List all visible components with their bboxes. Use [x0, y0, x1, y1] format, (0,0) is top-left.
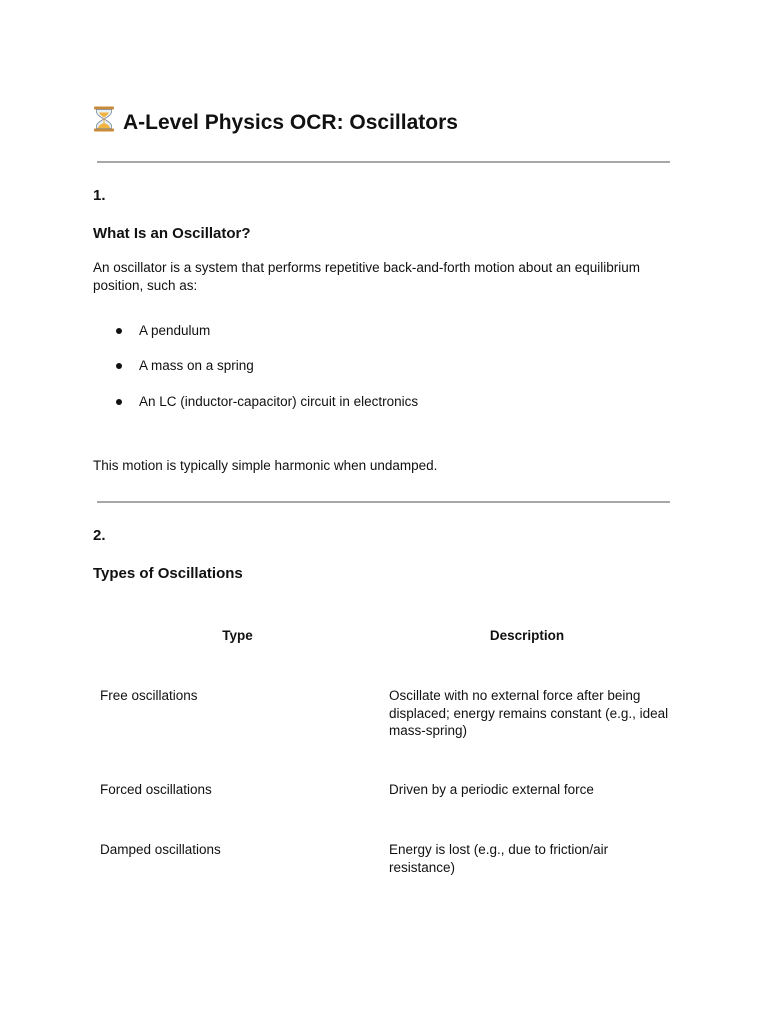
- page-title: [93, 106, 458, 141]
- section-heading: Types of Oscillations: [93, 565, 243, 582]
- horizontal-divider: [97, 161, 670, 163]
- bullet-dot-icon: [116, 328, 122, 334]
- hourglass-icon: [93, 106, 115, 141]
- list-item-text: An LC (inductor-capacitor) circuit in electronics: [139, 394, 419, 409]
- table-cell-type: Forced oscillations: [100, 782, 212, 797]
- table-header-type: Type: [222, 628, 253, 643]
- table-cell-type: Damped oscillations: [100, 842, 221, 857]
- list-item-text: A mass on a spring: [139, 358, 254, 373]
- bullet-dot-icon: [116, 399, 122, 405]
- table-cell-description: Oscillate with no external force after being displaced; energy remains constant (e.g., ideal mass-spring): [389, 688, 669, 738]
- table-cell-type: Free oscillations: [100, 688, 198, 703]
- table-cell-description: Energy is lost (e.g., due to friction/air resistance): [389, 842, 609, 875]
- table-header-description: Description: [489, 628, 565, 643]
- horizontal-divider: [97, 501, 670, 503]
- page-title-text: A-Level Physics OCR: Oscillators: [123, 111, 458, 134]
- section-number: 2.: [93, 527, 106, 544]
- bullet-dot-icon: [116, 363, 122, 369]
- table-cell-description: Driven by a periodic external force: [389, 782, 594, 797]
- section-closing-paragraph: This motion is typically simple harmonic when undamped.: [93, 458, 438, 473]
- list-item-text: A pendulum: [139, 323, 211, 338]
- section-intro-paragraph: An oscillator is a system that performs repetitive back-and-forth motion about an equilibrium position, such as:: [93, 260, 641, 293]
- section-number: 1.: [93, 187, 106, 204]
- section-heading: What Is an Oscillator?: [93, 225, 251, 242]
